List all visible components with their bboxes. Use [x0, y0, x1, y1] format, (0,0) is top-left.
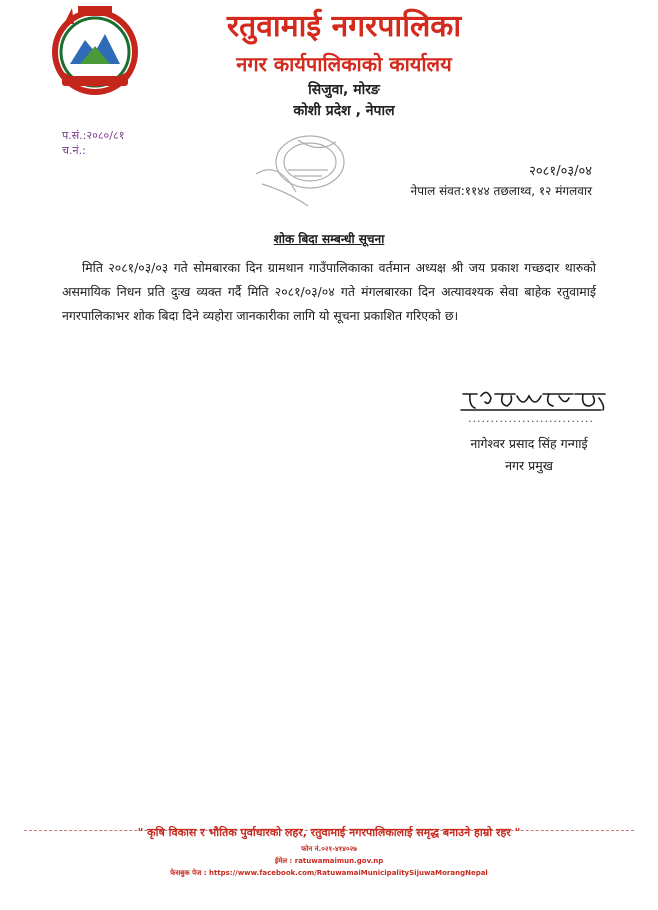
nepal-samvat-date: नेपाल संवत:११४४ तछलाथ्व, १२ मंगलवार: [410, 184, 592, 198]
letter-date: २०८१/०३/०४: [529, 164, 592, 179]
municipality-title: रतुवामाई नगरपालिका: [226, 9, 462, 44]
signature-dotted-line: ............................: [468, 412, 594, 425]
office-subtitle: नगर कार्यपालिकाको कार्यालय: [236, 52, 452, 76]
address-line-2: कोशी प्रदेश , नेपाल: [293, 103, 395, 119]
official-stamp: [248, 130, 360, 210]
notice-title-text: शोक बिदा सम्बन्धी सूचना: [273, 232, 385, 246]
reference-number: प.सं.:२०८०/८१: [62, 129, 125, 142]
address-line-1: सिजुवा, मोरङ: [308, 82, 380, 98]
footer-email: ईमेल : ratuwamaimun.gov.np: [274, 857, 384, 865]
notice-body: मिति २०८१/०३/०३ गते सोमबारका दिन ग्रामथान गाउँपालिकाका वर्तमान अध्यक्ष श्री जय प्रकाश गच्छदार थारुको असमायिक निधन प्रति दुःख व्यक्त गर्दै मिति २०८१/०३/०४ गते मंगलबारका दिन अत्यावश्यक सेवा बाहेक रतुवामाई नगरपालिकाभर शोक बिदा दिने व्यहोरा जानकारीका लागि यो सूचना प्रकाशित गरिएको छ।: [62, 260, 596, 323]
notice-title: [0, 230, 658, 247]
footer-facebook-link[interactable]: फेसबुक पेज : https://www.facebook.com/RatuwamaiMunicipalitySijuwaMorangNepal: [170, 869, 488, 877]
signer-name: नागेश्वर प्रसाद सिंह गन्गाई: [470, 436, 588, 451]
footer-slogan: " कृषि विकास र भौतिक पुर्वाधारको लहर, रतुवामाई नगरपालिकालाई समृद्ध बनाउने हाम्रो रहर ": [137, 826, 521, 839]
signer-title: नगर प्रमुख: [505, 458, 553, 473]
footer-phone: फोन नं.०२१-४१४०२७: [301, 845, 357, 853]
dispatch-number: च.नं.:: [62, 144, 86, 157]
